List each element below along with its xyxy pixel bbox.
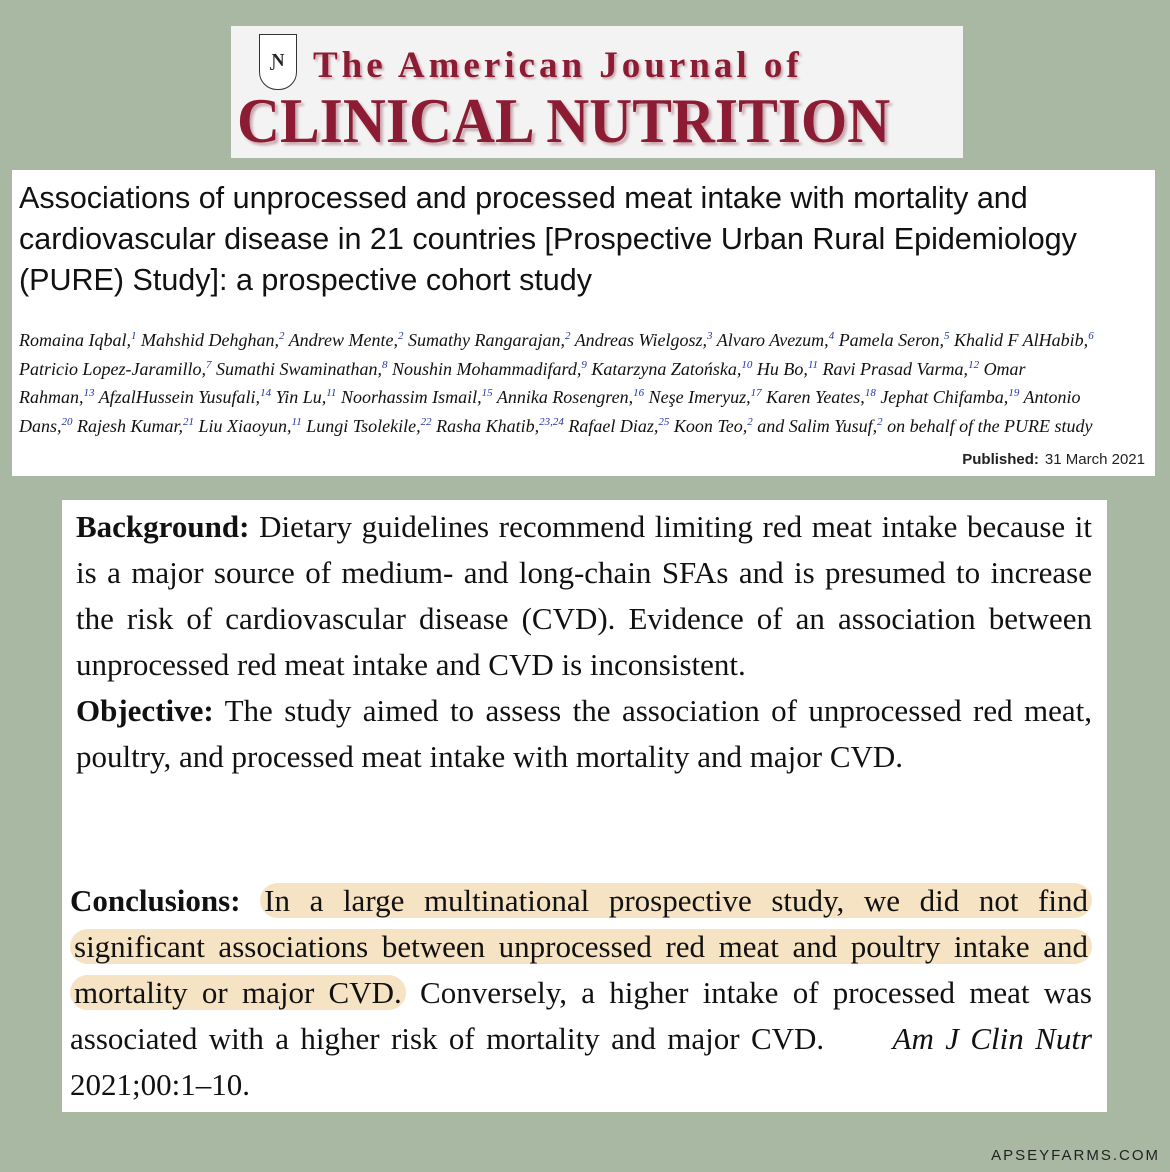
author: [839, 330, 950, 350]
affiliation-number[interactable]: 7: [206, 358, 212, 371]
citation-journal: Am J Clin Nutr: [892, 1021, 1093, 1056]
author-name: and Salim Yusuf,: [757, 415, 878, 436]
author-name: Lungi Tsolekile,: [306, 415, 421, 436]
author-name: Annika Rosengren,: [496, 387, 634, 408]
author-name: Katarzyna Zatońska,: [591, 358, 742, 379]
author-name: Jephat Chifamba,: [880, 387, 1009, 408]
affiliation-number[interactable]: 1: [131, 330, 137, 342]
author-name: Noorhassim Ismail,: [340, 387, 482, 408]
affiliation-number[interactable]: 20: [61, 415, 73, 428]
affiliation-number[interactable]: 6: [1088, 330, 1094, 342]
author: [199, 416, 302, 436]
author-name: Andrew Mente,: [288, 330, 398, 350]
affiliation-number[interactable]: 11: [326, 387, 337, 400]
abstract-conclusions: [70, 878, 1092, 1108]
author-name: Ravi Prasad Varma,: [822, 358, 969, 379]
author-name: Patricio Lopez-Jaramillo,: [19, 358, 206, 379]
affiliation-number[interactable]: 22: [420, 415, 432, 428]
author-name: Romaina Iqbal,: [19, 330, 131, 350]
author-name: Rasha Khatib,: [436, 415, 540, 436]
article-header: [12, 170, 1155, 476]
affiliation-number[interactable]: 14: [260, 387, 272, 400]
affiliation-number[interactable]: 11: [291, 415, 302, 428]
citation-details: 2021;00:1–10.: [70, 1067, 250, 1102]
objective-label: Objective:: [76, 693, 214, 728]
author-name: Yin Lu,: [275, 387, 327, 408]
author: [289, 330, 404, 350]
author-name: Sumathy Rangarajan,: [408, 330, 565, 350]
author-name: Rafael Diaz,: [568, 415, 659, 436]
affiliation-number[interactable]: 23,24: [539, 415, 564, 428]
author: [766, 387, 876, 407]
affiliation-number[interactable]: 12: [968, 358, 980, 371]
author: [568, 416, 669, 436]
author: [575, 330, 713, 350]
affiliation-number[interactable]: 3: [707, 330, 713, 342]
author: [276, 387, 337, 407]
affiliation-number[interactable]: 19: [1008, 387, 1020, 400]
background-label: Background:: [76, 509, 250, 544]
author-name: Mahshid Dehghan,: [141, 330, 279, 350]
author: [341, 387, 493, 407]
affiliation-number[interactable]: 16: [633, 387, 645, 400]
author: [19, 330, 137, 350]
affiliation-number[interactable]: 2: [279, 330, 285, 342]
author-name: Neşe Imeryuz,: [648, 387, 751, 408]
author: [436, 416, 564, 436]
author-name: Andreas Wielgosz,: [574, 330, 708, 350]
affiliation-number[interactable]: 13: [83, 387, 95, 400]
author: [392, 359, 587, 379]
author: [649, 387, 762, 407]
author: [19, 359, 212, 379]
affiliation-number[interactable]: 2: [747, 415, 753, 428]
author-name: Khalid F AlHabib,: [954, 330, 1089, 350]
logo-line-1: The American Journal of: [313, 45, 803, 86]
abstract-background-objective: [76, 504, 1092, 780]
author: [497, 387, 644, 407]
author-name: Omar Rahman,: [19, 358, 1026, 408]
affiliation-number[interactable]: 17: [750, 387, 762, 400]
author: [99, 387, 271, 407]
abstract: [62, 500, 1107, 1112]
author: [77, 416, 194, 436]
author: [306, 416, 431, 436]
published-label: Published:: [962, 451, 1039, 468]
author: [880, 387, 1019, 407]
affiliation-number[interactable]: 25: [658, 415, 670, 428]
author: [823, 359, 980, 379]
author-name: Koon Teo,: [673, 415, 748, 436]
author: [408, 330, 571, 350]
affiliation-number[interactable]: 5: [944, 330, 950, 342]
logo-line-2: CLINICAL NUTRITION: [237, 85, 891, 156]
affiliation-number[interactable]: 11: [807, 358, 819, 371]
author-name: Antonio Dans,: [19, 387, 1081, 436]
author-name: AfzalHussein Yusufali,: [98, 387, 261, 408]
affiliation-number[interactable]: 8: [382, 358, 388, 371]
author-name: Karen Yeates,: [766, 387, 865, 408]
author: [954, 330, 1094, 350]
objective-text: The study aimed to assess the association of unprocessed red meat, poultry, and processed meat intake with mortality and major CVD.: [76, 693, 1092, 774]
author: [757, 359, 818, 379]
author: [717, 330, 834, 350]
article-title: Associations of unprocessed and processed meat intake with mortality and cardiovascular disease in 21 countries [Prospective Urban Rural Epidemiology (PURE) Study]: a prospective cohort study: [19, 181, 1077, 297]
affiliation-number[interactable]: 4: [828, 330, 835, 342]
journal-emblem-icon: Ɲ: [259, 34, 297, 90]
author-name: Sumathi Swaminathan,: [216, 358, 383, 379]
author-name: Pamela Seron,: [838, 330, 944, 350]
watermark-footer: APSEYFARMS.COM: [991, 1147, 1160, 1164]
affiliation-number[interactable]: 10: [741, 358, 753, 371]
affiliation-number[interactable]: 2: [565, 330, 571, 342]
author: [216, 359, 388, 379]
author: [141, 330, 285, 350]
affiliation-number[interactable]: 2: [877, 415, 883, 428]
background-text: Dietary guidelines recommend limiting red meat intake because it is a major source of medium- and long-chain SFAs and is presumed to increase the risk of cardiovascular disease (CVD). Evidence of an association between unprocessed red meat intake and CVD is inconsistent.: [76, 509, 1093, 682]
published-value: 31 March 2021: [1044, 451, 1145, 468]
journal-logo: [231, 26, 963, 158]
published-date: [962, 451, 1145, 468]
author-name: Liu Xiaoyun,: [198, 415, 292, 436]
affiliation-number[interactable]: 18: [864, 387, 876, 400]
author-name: Hu Bo,: [756, 358, 808, 379]
authors-suffix: on behalf of the PURE study: [887, 415, 1093, 436]
affiliation-number[interactable]: 9: [581, 358, 587, 371]
author: [674, 416, 753, 436]
author: [591, 359, 752, 379]
conclusions-label: Conclusions:: [70, 883, 241, 918]
author-name: Noushin Mohammadifard,: [392, 358, 582, 379]
affiliation-number[interactable]: 15: [481, 387, 493, 400]
conclusions-text: Conversely, a higher intake of processed meat was associated with a higher risk of mortality and major CVD.: [70, 975, 1092, 1056]
affiliation-number[interactable]: 21: [183, 415, 195, 428]
author-name: Rajesh Kumar,: [77, 415, 184, 436]
affiliation-number[interactable]: 2: [398, 330, 404, 342]
author: [757, 416, 882, 436]
author-name: Alvaro Avezum,: [716, 330, 829, 350]
author-list: [19, 324, 1099, 438]
conclusions-highlight: In a large multinational prospective study, we did not find significant associations between unprocessed red meat and poultry intake and mortality or major CVD.: [70, 883, 1092, 1010]
